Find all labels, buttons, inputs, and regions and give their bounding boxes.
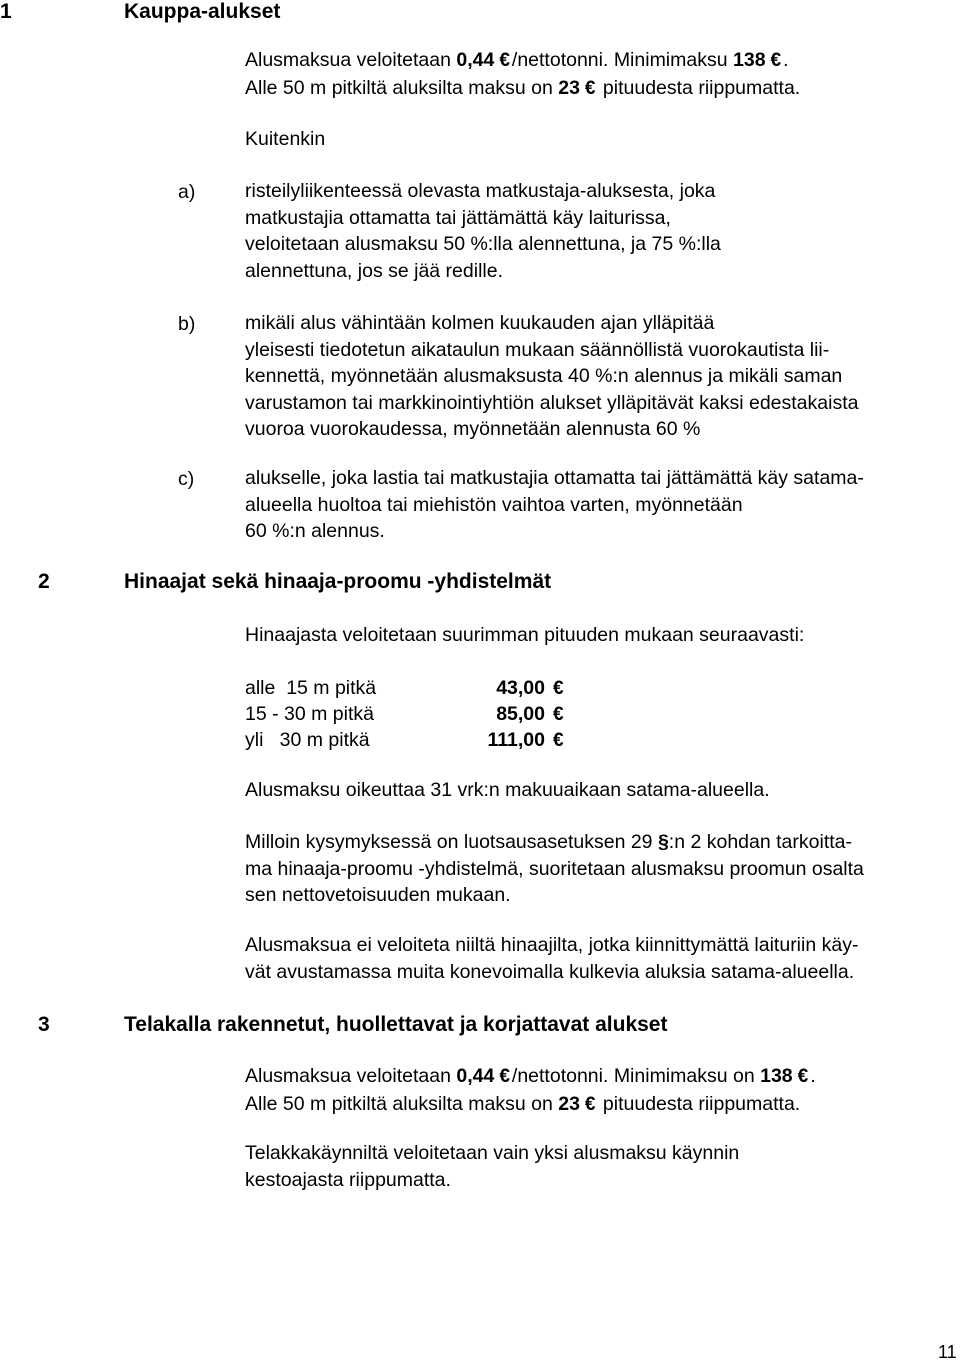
fee-line-1: Alusmaksua veloitetaan 0,44 € /nettotonni. Minimimaksu on 138 € . xyxy=(245,1065,816,1087)
short-vessel-fee: 23 xyxy=(558,76,580,99)
item-c-text: alukselle, joka lastia tai matkustajia ottamatta tai jättämättä käy satama- alueella huoltoa tai miehistön vaihtoa varten, myönnetään 60 %:n alennus. xyxy=(245,467,864,542)
rate-length-label: 15 - 30 m pitkä xyxy=(245,703,374,725)
euro-sign: € xyxy=(499,50,510,71)
item-b-text: mikäli alus vähintään kolmen kuukauden ajan ylläpitää yleisesti tiedotetun aikataulun mukaan säännöllistä vuorokautista lii- kennettä, myönnetään alusmaksusta 40 %:n alennus ja mikäli saman varustamon tai markkinointiyhtiön alukset ylläpitävät kaksi edestakaista vuoroa vuorokaudessa, myönnetään alennusta 60 % xyxy=(245,312,859,440)
item-b-label: b) xyxy=(178,313,196,335)
rate-value: 0,44 xyxy=(456,1065,495,1087)
fee-line-2: Alle 50 m pitkiltä aluksilta maksu on 23 € pituudesta riippumatta. xyxy=(245,76,801,99)
section-1-number: 1 xyxy=(0,0,12,23)
item-c-label: c) xyxy=(178,468,195,490)
section-2-number: 2 xyxy=(38,570,50,593)
section-2-para-2: Milloin kysymyksessä on luotsausasetuksen 29 §:n 2 kohdan tarkoitta- ma hinaaja-proomu -yhdistelmä, suoritetaan alusmaksu proomun osalta sen nettovetoisuuden mukaan. xyxy=(245,831,864,906)
short-vessel-fee: 23 xyxy=(558,1092,580,1115)
euro-sign: € xyxy=(797,1066,809,1087)
section-3-number: 3 xyxy=(38,1013,50,1036)
rate-amount: 43,00 xyxy=(496,677,545,699)
section-3-fee-text xyxy=(245,1063,816,1118)
euro-sign: € xyxy=(584,1093,596,1115)
rate-row xyxy=(245,703,566,726)
page-number: 11 xyxy=(938,1342,957,1362)
rate-row xyxy=(245,677,566,700)
euro-sign: € xyxy=(553,678,564,699)
rate-length-label: yli 30 m pitkä xyxy=(245,729,370,751)
rate-amount: 111,00 xyxy=(487,729,545,751)
euro-sign: € xyxy=(553,704,564,725)
rate-length-label: alle 15 m pitkä xyxy=(245,677,377,699)
fee-line-1: Alusmaksua veloitetaan 0,44 € /nettotonni. Minimimaksu 138 € . xyxy=(245,49,789,71)
rate-amount: 85,00 xyxy=(496,703,545,725)
euro-sign: € xyxy=(770,50,782,71)
rate-row xyxy=(245,729,566,752)
euro-sign: € xyxy=(584,77,596,99)
however-label: Kuitenkin xyxy=(245,128,326,150)
section-sign: § xyxy=(657,831,669,853)
section-1-title: Kauppa-alukset xyxy=(124,0,281,23)
fee-line-2: Alle 50 m pitkiltä aluksilta maksu on 23 € pituudesta riippumatta. xyxy=(245,1092,801,1115)
section-2-para-1: Alusmaksu oikeuttaa 31 vrk:n makuuaikaan satama-alueella. xyxy=(245,779,770,801)
section-2-intro: Hinaajasta veloitetaan suurimman pituuden mukaan seuraavasti: xyxy=(245,624,805,646)
section-1-fee-text xyxy=(245,47,800,102)
item-a-text: risteilyliikenteessä olevasta matkustaja-aluksesta, joka matkustajia ottamatta tai jättämättä käy laiturissa, veloitetaan alusmaksu 50 %:lla alennettuna, ja 75 %:lla alennettuna, jos se jää redille. xyxy=(245,180,721,282)
section-3-title: Telakalla rakennetut, huollettavat ja korjattavat alukset xyxy=(124,1013,668,1036)
euro-sign: € xyxy=(553,730,564,751)
euro-sign: € xyxy=(499,1066,510,1087)
section-3-para: Telakkakäynniltä veloitetaan vain yksi alusmaksu käynnin kestoajasta riippumatta. xyxy=(245,1142,740,1191)
minimum-value: 138 xyxy=(733,49,766,71)
section-2-para-3: Alusmaksua ei veloiteta niiltä hinaajilta, jotka kiinnittymättä laituriin käy- vät avustamassa muita konevoimalla kulkevia aluksia satama-alueella. xyxy=(245,934,859,983)
item-a-label: a) xyxy=(178,181,196,203)
minimum-value: 138 xyxy=(760,1065,793,1087)
rate-value: 0,44 xyxy=(456,49,495,71)
section-2-title: Hinaajat sekä hinaaja-proomu -yhdistelmät xyxy=(124,570,552,593)
